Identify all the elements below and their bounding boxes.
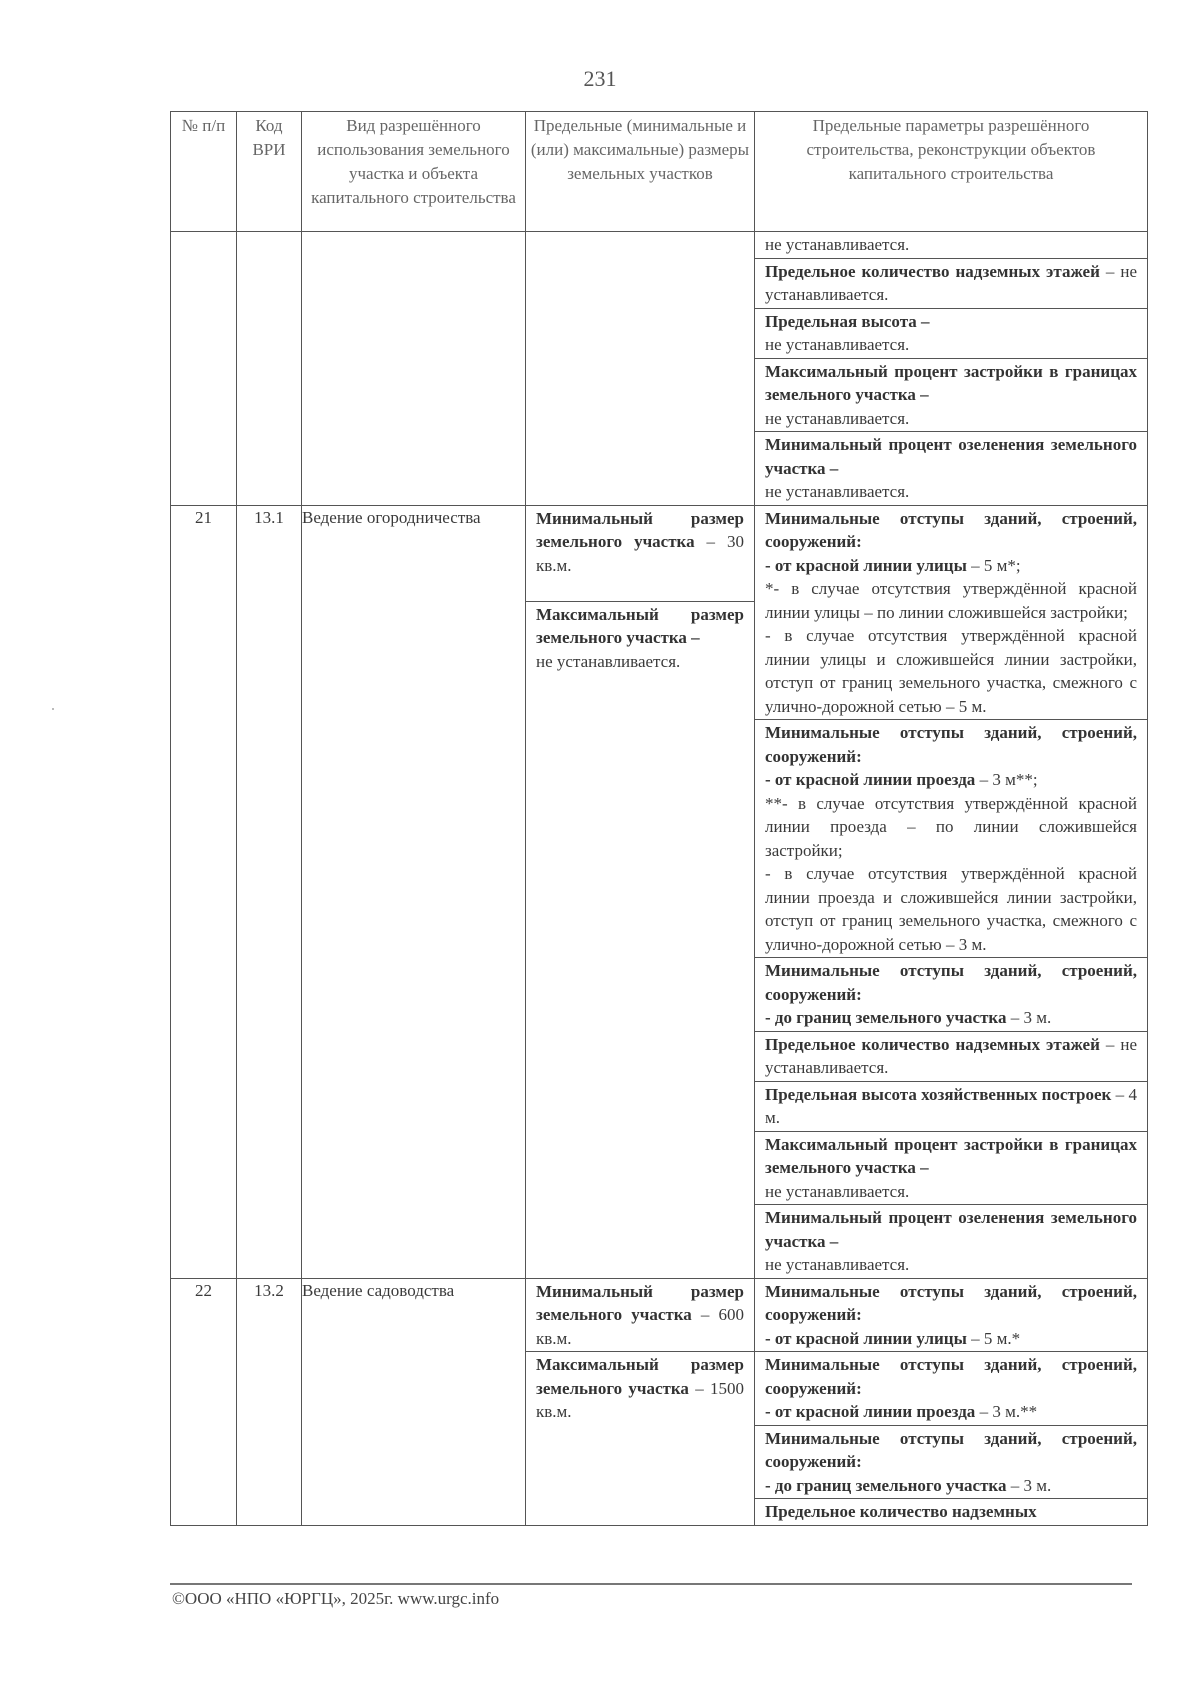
row-number: 22 [171,1278,237,1525]
table-header-row [171,112,1148,232]
param-block: Максимальный процент застройки в границах земельного участка – не устанавливается. [755,1132,1147,1206]
footer-divider [170,1583,1132,1585]
header-parameters: Предельные параметры разрешённого строительства, реконструкции объектов капитального строительства [755,112,1148,232]
param-block: Минимальный процент озеленения земельного участка – не устанавливается. [765,435,1137,501]
header-number: № п/п [171,112,237,232]
param-block: Минимальные отступы зданий, строений, сооружений: - до границ земельного участка – 3 м. [755,1426,1147,1500]
row-code: 13.2 [237,1278,302,1525]
param-block: Предельное количество надземных [765,1502,1037,1521]
param-block: Минимальные отступы зданий, строений, сооружений: - от красной линии проезда – 3 м.** [755,1352,1147,1426]
row-number: 21 [171,505,237,1278]
header-plot-sizes: Предельные (минимальные и (или) максимальные) размеры земельных участков [526,112,755,232]
param-block: Предельное количество надземных этажей – не устанавливается. [755,1032,1147,1082]
size-block: Максимальный размер земельного участка – не устанавливается. [536,604,744,671]
params-cell [755,1278,1148,1525]
size-block: Минимальный размер земельного участка – 30 кв.м. [526,506,754,602]
scan-speck [52,708,54,710]
param-block: Минимальные отступы зданий, строений, сооружений: - до границ земельного участка – 3 м. [755,958,1147,1032]
size-block: Минимальный размер земельного участка – 600 кв.м. [526,1279,754,1353]
table-row [171,1278,1148,1525]
row-use-kind: Ведение садоводства [302,1278,526,1525]
param-block: Минимальные отступы зданий, строений, сооружений: - от красной линии проезда – 3 м**; **- в случае отсутствия утверждённой красной линии проезда – по линии сложившейся застройки; - в случае отсутствия утверждённой красной линии проезда и сложившейся линии застройки, отступ от границ земельного участка, смежного с улично-дорожной сетью – 3 м. [755,720,1147,958]
plot-sizes-cell [526,505,755,1278]
size-block: Максимальный размер земельного участка – 1500 кв.м. [536,1355,744,1421]
page-number: 231 [583,66,617,91]
table-row-continuation [171,232,1148,506]
param-block: Максимальный процент застройки в границах земельного участка – не устанавливается. [755,359,1147,433]
param-block: Минимальный процент озеленения земельного участка – не устанавливается. [765,1208,1137,1274]
params-cell [755,232,1148,506]
param-block: не устанавливается. [755,232,1147,259]
param-block: Предельная высота хозяйственных построек – 4 м. [755,1082,1147,1132]
param-block: Предельная высота – не устанавливается. [755,309,1147,359]
row-use-kind: Ведение огородничества [302,505,526,1278]
param-block: Минимальные отступы зданий, строений, сооружений: - от красной линии улицы – 5 м*; *- в случае отсутствия утверждённой красной линии улицы – по линии сложившейся застройки; - в случае отсутствия утверждённой красной линии улицы и сложившейся линии застройки, отступ от границ земельного участка, смежного с улично-дорожной сетью – 5 м. [755,506,1147,721]
regulations-table [170,111,1148,1526]
param-block: Предельное количество надземных этажей – не устанавливается. [755,259,1147,309]
footer-copyright: ©ООО «НПО «ЮРГЦ», 2025г. www.urgc.info [172,1589,500,1608]
header-use-kind: Вид разрешённого использования земельного участка и объекта капитального строительства [302,112,526,232]
param-block: Минимальные отступы зданий, строений, сооружений: - от красной линии улицы – 5 м.* [755,1279,1147,1353]
params-cell [755,505,1148,1278]
header-code: Код ВРИ [237,112,302,232]
table-row [171,505,1148,1278]
row-code: 13.1 [237,505,302,1278]
plot-sizes-cell [526,1278,755,1525]
